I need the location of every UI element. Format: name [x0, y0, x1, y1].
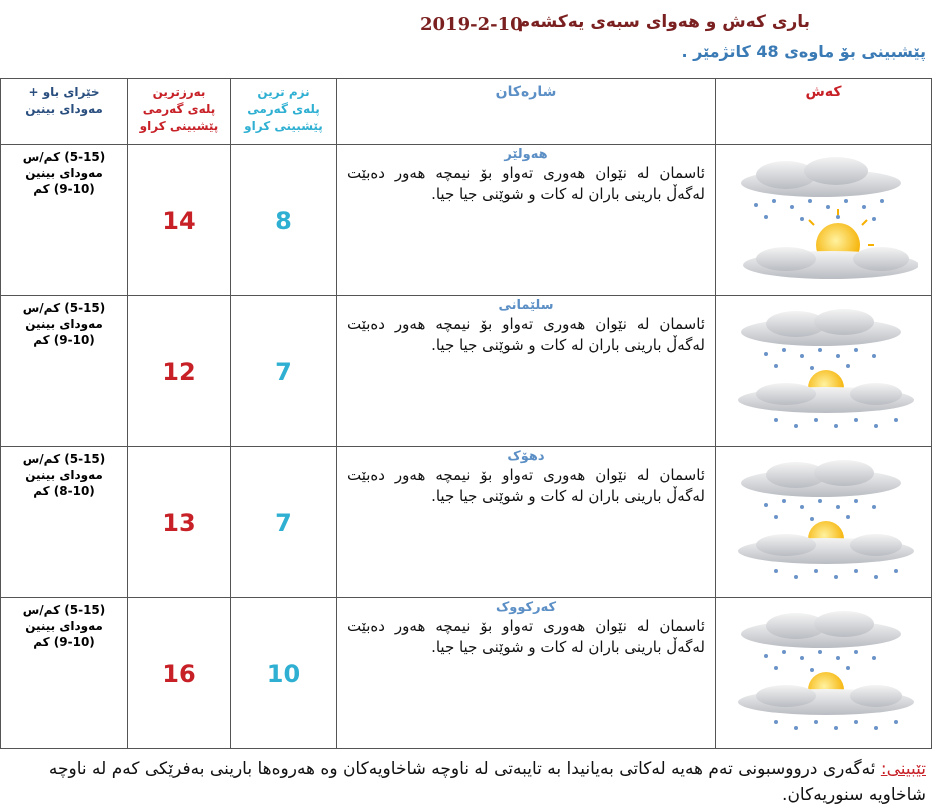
header-cities: شارەکان	[337, 79, 716, 145]
header-min-line2: پلەی گەرمی	[247, 102, 320, 116]
city-name: کەرکووک	[495, 600, 557, 615]
header-sky: کەش	[716, 79, 932, 145]
forecast-description: ئاسمان لە نێوان هەوری تەواو بۆ نیمچە هەور دەبێت لەگەڵ بارینی باران لە کات و شوێنی جیا جیا.	[347, 466, 705, 505]
wind-cell	[1, 296, 128, 447]
cloud-rain-sun-icon	[726, 606, 918, 738]
max-temp-cell	[128, 598, 231, 749]
visibility-label: مەودای بینین	[25, 619, 103, 633]
page-title: باری کەش و هەوای سبەی یەکشەم	[517, 12, 810, 32]
forecast-date: 2019-2-10	[420, 14, 523, 35]
city-name: هەولێر	[504, 147, 548, 162]
forecast-description: ئاسمان لە نێوان هەوری تەواو بۆ نیمچە هەور دەبێت لەگەڵ بارینی باران لە کات و شوێنی جیا جیا.	[347, 315, 705, 354]
visibility-value: (9-10) کم	[33, 182, 95, 196]
min-temp: 10	[266, 660, 301, 688]
page-header	[380, 12, 810, 38]
header-max-temp	[128, 79, 231, 145]
visibility-value: (9-10) کم	[33, 635, 95, 649]
table-row	[1, 598, 932, 749]
visibility-label: مەودای بینین	[25, 317, 103, 331]
cloud-rain-sun-icon	[726, 455, 918, 587]
max-temp-cell	[128, 145, 231, 296]
header-max-line1: بەرزترین	[152, 85, 206, 99]
wind-cell	[1, 447, 128, 598]
footnote-text: ئەگەری درووسبونی تەم هەیە لەکاتی بەیانیدا بە تایبەتی لە ناوچە شاخاویەکان وە هەروەها بارینی بەفرێکی کەم لە ناوچە شاخاویە سنوریەکان.	[48, 759, 926, 805]
wind-speed: (5-15) کم/س	[22, 452, 106, 466]
visibility-label: مەودای بینین	[25, 166, 103, 180]
max-temp: 14	[162, 207, 196, 235]
page-subtitle: پێشبینی بۆ ماوەی 48 کاتژمێر .	[681, 42, 926, 61]
table-header-row	[1, 79, 932, 145]
min-temp-cell	[231, 598, 337, 749]
table-row	[1, 145, 932, 296]
city-cell	[337, 145, 716, 296]
city-cell	[337, 598, 716, 749]
max-temp-cell	[128, 447, 231, 598]
header-max-line2: پلەی گەرمی	[142, 102, 216, 116]
min-temp: 7	[275, 358, 292, 386]
min-temp: 7	[275, 509, 292, 537]
max-temp: 13	[162, 509, 196, 537]
visibility-value: (9-10) کم	[33, 333, 95, 347]
header-wind-line2: مەودای بینین	[25, 102, 103, 116]
wind-speed: (5-15) کم/س	[22, 603, 106, 617]
table-row	[1, 296, 932, 447]
sky-cell	[716, 447, 932, 598]
cloud-rain-sun-icon	[726, 153, 918, 285]
header-wind-line1: خێرای باو +	[28, 85, 100, 99]
city-name: سلێمانی	[498, 298, 554, 313]
header-min-temp	[231, 79, 337, 145]
header-min-line1: نزم ترین	[257, 85, 310, 99]
visibility-value: (8-10) کم	[33, 484, 95, 498]
min-temp-cell	[231, 296, 337, 447]
min-temp-cell	[231, 145, 337, 296]
forecast-description: ئاسمان لە نێوان هەوری تەواو بۆ نیمچە هەور دەبێت لەگەڵ بارینی باران لە کات و شوێنی جیا جیا.	[347, 617, 705, 656]
min-temp-cell	[231, 447, 337, 598]
forecast-description: ئاسمان لە نێوان هەوری تەواو بۆ نیمچە هەور دەبێت لەگەڵ بارینی باران لە کات و شوێنی جیا جیا.	[347, 164, 705, 203]
footnote	[6, 756, 926, 808]
city-cell	[337, 296, 716, 447]
forecast-table	[0, 78, 932, 749]
sky-cell	[716, 296, 932, 447]
min-temp: 8	[275, 207, 292, 235]
wind-cell	[1, 598, 128, 749]
wind-speed: (5-15) کم/س	[22, 301, 106, 315]
header-wind	[1, 79, 128, 145]
header-max-line3: پێشبینی کراو	[139, 119, 219, 133]
wind-speed: (5-15) کم/س	[22, 150, 106, 164]
sky-cell	[716, 598, 932, 749]
visibility-label: مەودای بینین	[25, 468, 103, 482]
table-row	[1, 447, 932, 598]
wind-cell	[1, 145, 128, 296]
max-temp-cell	[128, 296, 231, 447]
sky-cell	[716, 145, 932, 296]
city-cell	[337, 447, 716, 598]
cloud-rain-sun-icon	[726, 304, 918, 436]
max-temp: 16	[162, 660, 196, 688]
footnote-label: تێبینی:	[880, 759, 926, 779]
header-min-line3: پێشبینی کراو	[244, 119, 323, 133]
max-temp: 12	[162, 358, 196, 386]
city-name: دهۆک	[507, 449, 545, 464]
